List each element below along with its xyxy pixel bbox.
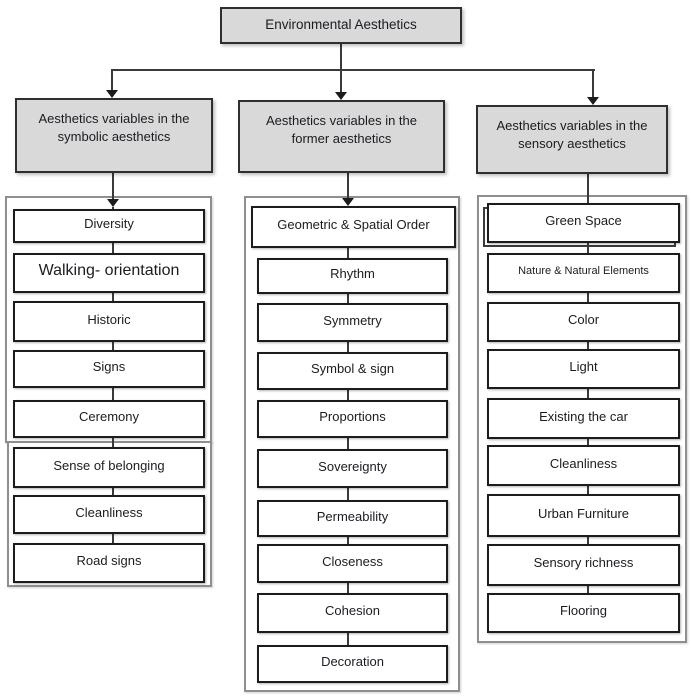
connector-horizontal-bar: [111, 69, 595, 71]
arrow-down-icon: [107, 199, 119, 207]
node-green-space: Green Space: [487, 203, 680, 243]
node-diversity: Diversity: [13, 209, 205, 243]
node-cleanliness-symbolic: Cleanliness: [13, 495, 205, 534]
connector-drop-left: [111, 69, 113, 92]
category-header-sensory: Aesthetics variables in the sensory aesthetics: [476, 105, 668, 174]
node-sensory-richness: Sensory richness: [487, 544, 680, 586]
connector-symbolic-column: [112, 173, 114, 199]
node-cohesion: Cohesion: [257, 593, 448, 633]
node-light: Light: [487, 349, 680, 389]
node-historic: Historic: [13, 301, 205, 342]
node-symbol-and-sign: Symbol & sign: [257, 352, 448, 390]
connector-root-stem: [340, 44, 342, 70]
node-proportions: Proportions: [257, 400, 448, 438]
arrow-down-icon: [335, 92, 347, 100]
node-cleanliness-sensory: Cleanliness: [487, 445, 680, 486]
node-nature-natural-elements: Nature & Natural Elements: [487, 253, 680, 293]
node-ceremony: Ceremony: [13, 400, 205, 438]
node-geometric-spatial-order: Geometric & Spatial Order: [251, 206, 456, 248]
arrow-down-icon: [106, 90, 118, 98]
category-header-symbolic: Aesthetics variables in the symbolic aesthetics: [15, 98, 213, 173]
connector-sensory-column: [587, 174, 589, 203]
connector-former-column: [347, 173, 349, 198]
node-sense-of-belonging: Sense of belonging: [13, 447, 205, 488]
node-permeability: Permeability: [257, 500, 448, 537]
node-color: Color: [487, 302, 680, 342]
node-environmental-aesthetics: Environmental Aesthetics: [220, 7, 462, 44]
node-decoration: Decoration: [257, 645, 448, 683]
arrow-down-icon: [342, 198, 354, 206]
connector-drop-middle: [340, 69, 342, 93]
node-closeness: Closeness: [257, 544, 448, 583]
node-rhythm: Rhythm: [257, 258, 448, 294]
node-sovereignty: Sovereignty: [257, 449, 448, 488]
node-flooring: Flooring: [487, 593, 680, 633]
node-road-signs: Road signs: [13, 543, 205, 583]
node-urban-furniture: Urban Furniture: [487, 494, 680, 537]
node-existing-the-car: Existing the car: [487, 398, 680, 439]
node-walking-orientation: Walking- orientation: [13, 253, 205, 293]
node-symmetry: Symmetry: [257, 303, 448, 342]
category-header-former: Aesthetics variables in the former aesthetics: [238, 100, 445, 173]
arrow-down-icon: [587, 97, 599, 105]
connector-drop-right: [592, 69, 594, 98]
node-signs: Signs: [13, 350, 205, 388]
